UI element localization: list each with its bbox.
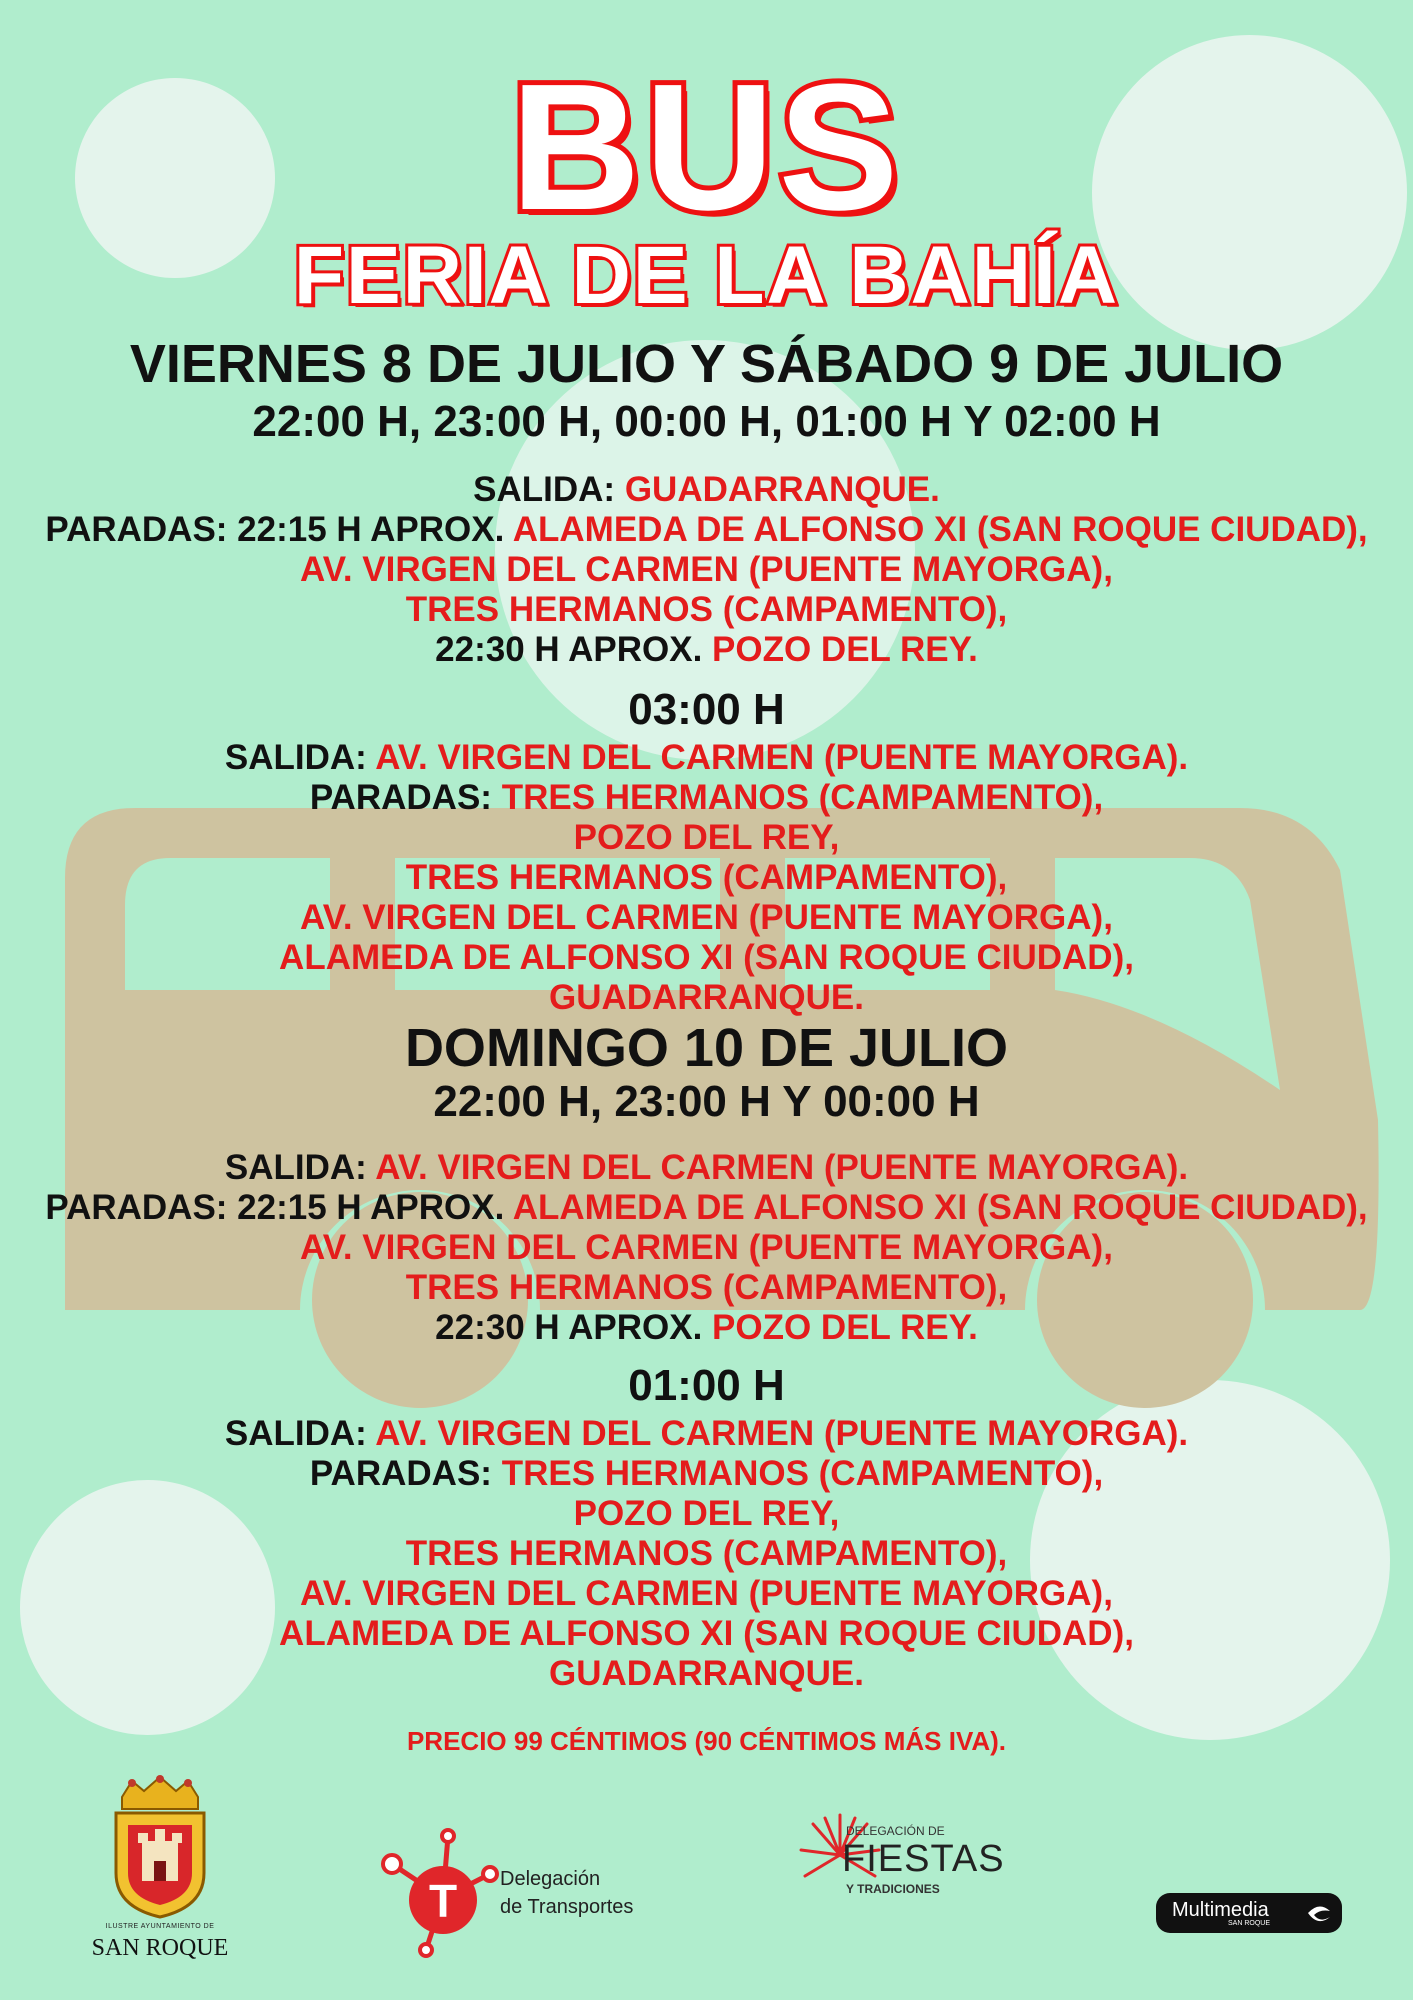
section2-salida — [0, 738, 1413, 778]
section3-date: DOMINGO 10 DE JULIO — [404, 1018, 1009, 1078]
approx-value: POZO DEL REY. — [712, 1308, 978, 1347]
transportes-line1: Delegación — [500, 1868, 601, 1890]
section2-stop: ALAMEDA DE ALFONSO XI (SAN ROQUE CIUDAD), — [279, 938, 1134, 977]
section2-paradas — [0, 778, 1413, 818]
section2-stop: AV. VIRGEN DEL CARMEN (PUENTE MAYORGA), — [300, 898, 1113, 937]
paradas-label: PARADAS: 22:15 H APROX. — [45, 510, 505, 549]
section3-approx — [0, 1308, 1413, 1348]
coat-of-arms-icon — [80, 1775, 240, 1920]
section3-salida — [0, 1148, 1413, 1188]
section1-approx — [0, 630, 1413, 670]
paradas-label: PARADAS: 22:15 H APROX. — [45, 1188, 505, 1227]
section3-stop: TRES HERMANOS (CAMPAMENTO), — [405, 1268, 1008, 1307]
san-roque-logo — [80, 1775, 240, 1965]
poster-title: BUS — [510, 47, 903, 248]
paradas-first-stop: TRES HERMANOS (CAMPAMENTO), — [501, 1454, 1104, 1493]
multimedia-text: Multimedia — [1172, 1899, 1269, 1921]
fiestas-main-text: FIESTAS — [842, 1838, 1005, 1880]
multimedia-sub-text: SAN ROQUE — [1228, 1920, 1271, 1927]
transportes-line2: de Transportes — [500, 1896, 634, 1918]
fiestas-bottom-text: Y TRADICIONES — [846, 1882, 940, 1896]
section4-stop: AV. VIRGEN DEL CARMEN (PUENTE MAYORGA), — [300, 1574, 1113, 1613]
multimedia-logo — [1156, 1893, 1342, 1933]
section4-stop: POZO DEL REY, — [573, 1494, 840, 1533]
section2-stop: GUADARRANQUE. — [549, 978, 864, 1017]
price-note: PRECIO 99 CÉNTIMOS (90 CÉNTIMOS MÁS IVA). — [406, 1726, 1007, 1756]
paradas-first-stop: TRES HERMANOS (CAMPAMENTO), — [501, 778, 1104, 817]
section4-stop: TRES HERMANOS (CAMPAMENTO), — [405, 1534, 1008, 1573]
salida-label: SALIDA: — [224, 1148, 367, 1187]
salida-label: SALIDA: — [224, 1414, 367, 1453]
section1-paradas — [0, 510, 1413, 550]
transportes-logo — [378, 1828, 668, 1958]
approx-value: POZO DEL REY. — [712, 630, 978, 669]
section4-paradas — [0, 1454, 1413, 1494]
paradas-label: PARADAS: — [309, 778, 492, 817]
section1-salida — [0, 470, 1413, 510]
section4-stop: ALAMEDA DE ALFONSO XI (SAN ROQUE CIUDAD), — [279, 1614, 1134, 1653]
salida-value: AV. VIRGEN DEL CARMEN (PUENTE MAYORGA). — [375, 738, 1189, 777]
section4-hour: 01:00 H — [628, 1361, 785, 1410]
salida-label: SALIDA: — [473, 470, 616, 509]
fiestas-logo — [790, 1810, 1010, 1940]
paradas-label: PARADAS: — [309, 1454, 492, 1493]
paradas-first-stop: ALAMEDA DE ALFONSO XI (SAN ROQUE CIUDAD), — [512, 1188, 1368, 1227]
section4-salida — [0, 1414, 1413, 1454]
section3-times: 22:00 H, 23:00 H Y 00:00 H — [433, 1077, 980, 1126]
approx-label: 22:30 H APROX. — [435, 630, 703, 669]
section2-stop: TRES HERMANOS (CAMPAMENTO), — [405, 858, 1008, 897]
section1-stop: AV. VIRGEN DEL CARMEN (PUENTE MAYORGA), — [300, 550, 1113, 589]
san-roque-small-text: ILUSTRE AYUNTAMIENTO DE — [105, 1923, 215, 1930]
section1-date: VIERNES 8 DE JULIO Y SÁBADO 9 DE JULIO — [129, 334, 1284, 394]
salida-label: SALIDA: — [224, 738, 367, 777]
section3-stop: AV. VIRGEN DEL CARMEN (PUENTE MAYORGA), — [300, 1228, 1113, 1267]
multimedia-swirl-icon — [1304, 1901, 1334, 1925]
transport-letter: T — [428, 1875, 458, 1927]
section1-times: 22:00 H, 23:00 H, 00:00 H, 01:00 H Y 02:00 H — [252, 397, 1161, 446]
section2-hour: 03:00 H — [628, 685, 785, 734]
salida-value: GUADARRANQUE. — [624, 470, 940, 509]
salida-value: AV. VIRGEN DEL CARMEN (PUENTE MAYORGA). — [375, 1148, 1189, 1187]
fiestas-top-text: DELEGACIÓN DE — [846, 1824, 945, 1838]
section2-stop: POZO DEL REY, — [573, 818, 840, 857]
poster-subtitle: FERIA DE LA BAHÍA — [293, 230, 1120, 321]
approx-label: 22:30 H APROX. — [435, 1308, 703, 1347]
paradas-first-stop: ALAMEDA DE ALFONSO XI (SAN ROQUE CIUDAD), — [512, 510, 1368, 549]
section1-stop: TRES HERMANOS (CAMPAMENTO), — [405, 590, 1008, 629]
section4-stop: GUADARRANQUE. — [549, 1654, 864, 1693]
san-roque-name: SAN ROQUE — [91, 1935, 229, 1961]
salida-value: AV. VIRGEN DEL CARMEN (PUENTE MAYORGA). — [375, 1414, 1189, 1453]
section3-paradas — [0, 1188, 1413, 1228]
